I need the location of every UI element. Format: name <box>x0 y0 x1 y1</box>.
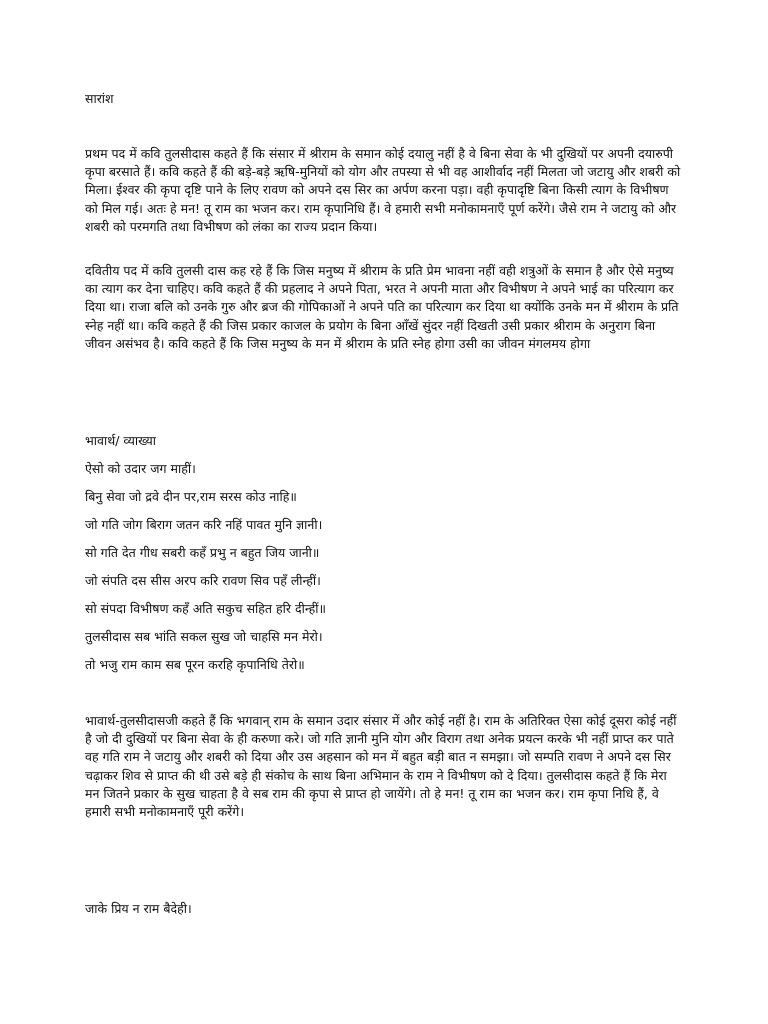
summary-paragraph-2: दवितीय पद में कवि तुलसी दास कह रहे हैं कि जिस मनुष्य में श्रीराम के प्रति प्रेम भावना नहीं वही शत्रुओं के समान है और ऐसे मनुष्य का त्याग कर देना चाहिए। कवि कहते हैं की प्रहलाद ने अपने पिता, भरत ने अपनी माता और विभीषण ने अपने भाई का परित्याग कर दिया था। राजा बलि को उनके गुरु और ब्रज की गोपिकाओं ने अपने पति का परित्याग कर दिया था क्योंकि उनके मन में श्रीराम के प्रति स्नेह नहीं था। कवि कहते हैं की जिस प्रकार काजल के प्रयोग के बिना आँखें सुंदर नहीं दिखती उसी प्रकार श्रीराम के अनुराग बिना जीवन असंभव है। कवि कहते हैं कि जिस मनुष्य के मन में श्रीराम के प्रति स्नेह होगा उसी का जीवन मंगलमय होगा <box>85 263 679 351</box>
verse-line-6: सो संपदा विभीषण कहँ अति सकुच सहित हरि दीन्हीं॥ <box>85 601 326 616</box>
verse-line-3: जो गति जोग बिराग जतन करि नहिं पावत मुनि ज्ञानी। <box>85 517 323 532</box>
verse-line-1: ऐसो को उदार जग माहीं। <box>85 461 196 476</box>
verse-line-7: तुलसीदास सब भांति सकल सुख जो चाहसि मन मेरो। <box>85 629 323 644</box>
verse-line-2: बिनु सेवा जो द्रवे दीन पर,राम सरस कोउ नाहि॥ <box>85 489 297 504</box>
next-verse-heading: जाके प्रिय न राम बैदेही। <box>85 901 192 916</box>
verse-line-4: सो गति देत गीध सबरी कहँ प्रभु न बहुत जिय जानी॥ <box>85 545 320 560</box>
verse-line-5: जो संपति दस सीस अरप करि रावण सिव पहँ लीन्हीं। <box>85 573 321 588</box>
meaning-paragraph: भावार्थ-तुलसीदासजी कहते हैं कि भगवान् राम के समान उदार संसार में और कोई नहीं है। राम के अतिरिक्त ऐसा कोई दूसरा कोई नहीं है जो दी दुखियों पर बिना सेवा के ही करुणा करे। जो गति ज्ञानी मुनि योग और विराग तथा अनेक प्रयत्न करके भी नहीं प्राप्त कर पाते वह गति राम ने जटायु और शबरी को दिया और उस अहसान को मन में बहुत बड़ी बात न समझा। जो सम्पति रावण ने अपने दस सिर चढ़ाकर शिव से प्राप्त की थी उसे बड़े ही संकोच के साथ बिना अभिमान के राम ने विभीषण को दे दिया। तुलसीदास कहते हैं कि मेरा मन जितने प्रकार के सुख चाहता है वे सब राम की कृपा से प्राप्त हो जायेंगे। तो हे मन! तू राम का भजन कर। राम कृपा निधि हैं, वे हमारी सभी मनोकामनाएँ पूरी करेंगे। <box>85 713 677 820</box>
summary-heading: सारांश <box>85 91 114 106</box>
meaning-heading: भावार्थ/ व्याख्या <box>85 433 156 448</box>
summary-paragraph-1: प्रथम पद में कवि तुलसीदास कहते हैं कि संसार में श्रीराम के समान कोई दयालु नहीं है वे बिना सेवा के भी दुखियों पर अपनी दयारुपी कृपा बरसाते हैं। कवि कहते हैं की बड़े-बड़े ऋषि-मुनियों को योग और तपस्या से भी वह आशीर्वाद नहीं मिलता जो जटायु और शबरी को मिला। ईश्वर की कृपा दृष्टि पाने के लिए रावण को अपने दस सिर का अर्पण करना पड़ा। वही कृपादृष्टि बिना किसी त्याग के विभीषण को मिल गई। अतः हे मन! तू राम का भजन कर। राम कृपानिधि हैं। वे हमारी सभी मनोकामनाएँ पूर्ण करेंगे। जैसे राम ने जटायु को और शबरी को परमगति तथा विभीषण को लंका का राज्य प्रदान किया। <box>85 146 681 234</box>
verse-line-8: तो भजु राम काम सब पूरन करहि कृपानिधि तेरो॥ <box>85 657 305 672</box>
